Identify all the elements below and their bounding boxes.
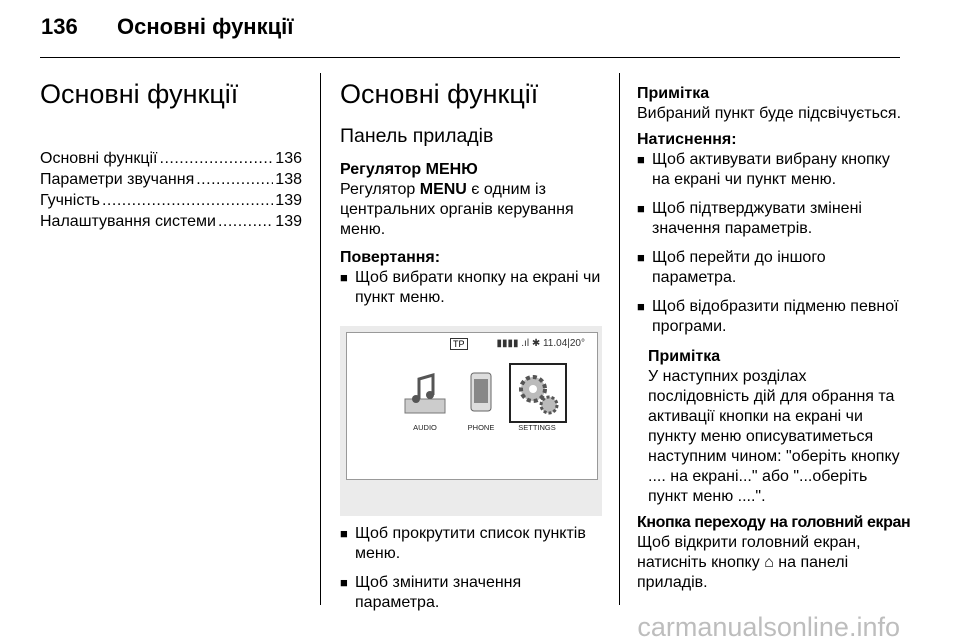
toc-heading: Основні функції (40, 79, 239, 109)
toc-label: Налаштування системи (40, 213, 216, 230)
toc-entry[interactable] (40, 190, 302, 211)
toc-entry[interactable] (40, 148, 302, 169)
toc-entry[interactable] (40, 211, 302, 232)
note-title: Примітка (637, 85, 710, 102)
press-label: Натиснення: (637, 131, 737, 148)
bullet-item: ■ Щоб змінити значення параметра. (340, 573, 608, 613)
column-divider-1 (320, 73, 321, 605)
home-button-title: Кнопка переходу на головний екран (637, 514, 911, 531)
toc-leader (102, 190, 273, 211)
turn-label: Повертання: (340, 249, 441, 266)
tp-indicator: TP (450, 338, 468, 350)
toc-page: 136 (275, 150, 302, 167)
settings-label: SETTINGS (518, 423, 556, 432)
note-block (637, 347, 905, 507)
home-icon: ⌂ (764, 554, 774, 571)
toc-page: 138 (275, 171, 302, 188)
toc-label: Основні функції (40, 150, 158, 167)
subsection-heading: Панель приладів (340, 125, 494, 147)
audio-label: AUDIO (413, 423, 437, 432)
phone-icon (455, 369, 507, 421)
status-bar: ▮▮▮▮ .ıl ✱ 11.04|20° (496, 338, 585, 349)
display-screenshot (340, 326, 602, 516)
menu-knob-text: Регулятор MENU є одним із центральних органів керування меню. (340, 181, 574, 238)
toc-page: 139 (275, 192, 302, 209)
phone-label: PHONE (467, 423, 495, 432)
audio-icon (399, 369, 451, 421)
toc-page: 139 (275, 213, 302, 230)
note-text: Вибраний пункт буде підсвічується. (637, 105, 902, 122)
toc-leader (196, 169, 273, 190)
page-number: 136 (41, 14, 78, 39)
section-heading: Основні функції (340, 79, 539, 109)
toc-column (40, 78, 306, 232)
bullet-item: ■ Щоб прокрутити список пунктів меню. (340, 524, 608, 564)
toc-label: Параметри звучання (40, 171, 195, 188)
display-screen (346, 332, 598, 480)
bullet-item: ■ Щоб вибрати кнопку на екрані чи пункт меню. (340, 268, 608, 308)
menu-knob-title: Регулятор МЕНЮ (340, 161, 478, 178)
bullet-item: ■ Щоб активувати вибрану кнопку на екрані чи пункт меню. (637, 150, 905, 190)
note-title: Примітка (648, 348, 721, 365)
bullet-item: ■ Щоб перейти до іншого параметра. (637, 248, 905, 288)
home-button-text: Щоб відкрити головний екран, натисніть кнопку ⌂ на панелі приладів. (637, 534, 861, 591)
running-header-title: Основні функції (117, 14, 294, 39)
settings-icon (509, 363, 567, 423)
right-column (637, 84, 911, 593)
bullet-item: ■ Щоб підтверджувати змінені значення параметрів. (637, 199, 905, 239)
bullet-item: ■ Щоб відобразити підменю певної програми. (637, 297, 905, 337)
column-divider-2 (619, 73, 620, 605)
header-rule (40, 57, 900, 58)
toc-entry[interactable] (40, 169, 302, 190)
watermark: carmanualsonline.info (637, 612, 900, 642)
middle-column (340, 78, 608, 308)
toc-label: Гучність (40, 192, 100, 209)
toc-leader (218, 211, 273, 232)
note-text: У наступних розділах послідовність дій для обрання та активації кнопки на екрані чи пункту меню описуватиметься наступним чином: "оберіть кнопку .... на екрані..." або "...оберіть пункт меню ....". (648, 368, 900, 505)
toc-leader (160, 148, 274, 169)
middle-bullets-bottom (340, 524, 608, 613)
